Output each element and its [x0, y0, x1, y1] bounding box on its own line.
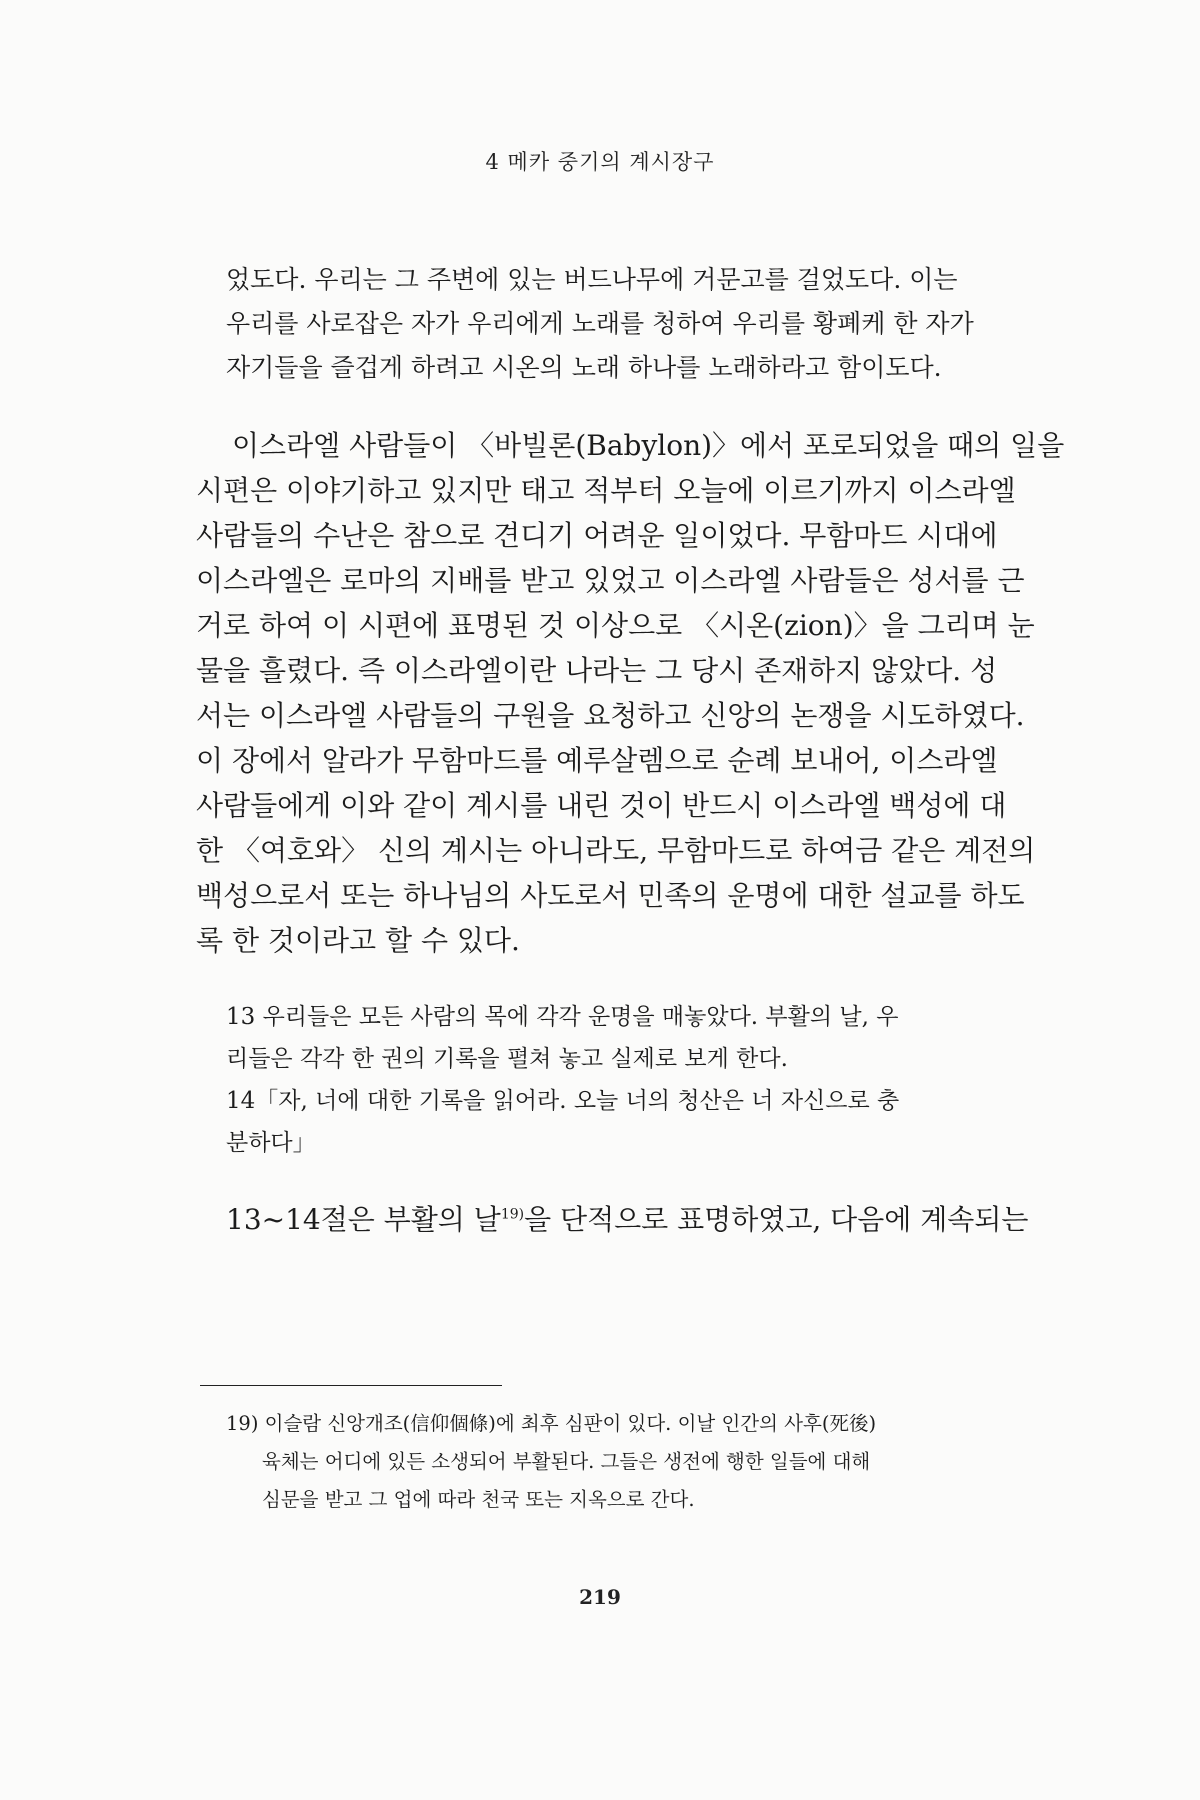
footnote-rule — [200, 1385, 502, 1386]
footnote-line: 육체는 어디에 있든 소생되어 부활된다. 그들은 생전에 행한 일들에 대해 — [262, 1450, 871, 1473]
quote-line: 우리를 사로잡은 자가 우리에게 노래를 청하여 우리를 황폐케 한 자가 — [226, 309, 974, 338]
verse-line: 13 우리들은 모든 사람의 목에 각각 운명을 매놓았다. 부활의 날, 우 — [226, 1004, 899, 1030]
body-line: 시편은 이야기하고 있지만 태고 적부터 오늘에 이르기까지 이스라엘 — [196, 474, 1016, 507]
running-head: 4 메카 중기의 계시장구 — [485, 150, 715, 174]
quote-line: 었도다. 우리는 그 주변에 있는 버드나무에 거문고를 걸었도다. 이는 — [226, 265, 958, 294]
footnote-line: 심문을 받고 그 업에 따라 천국 또는 지옥으로 간다. — [262, 1488, 695, 1511]
closing-line — [226, 1198, 1028, 1238]
body-line: 사람들의 수난은 참으로 견디기 어려운 일이었다. 무함마드 시대에 — [196, 519, 998, 552]
body-line: 물을 흘렸다. 즉 이스라엘이란 나라는 그 당시 존재하지 않았다. 성 — [196, 654, 998, 687]
body-line: 사람들에게 이와 같이 계시를 내린 것이 반드시 이스라엘 백성에 대 — [196, 789, 1007, 822]
body-line: 한 〈여호와〉 신의 계시는 아니라도, 무함마드로 하여금 같은 계전의 — [196, 834, 1036, 867]
quote-line: 자기들을 즐겁게 하려고 시온의 노래 하나를 노래하라고 함이도다. — [226, 353, 942, 382]
verse-line: 14「자, 너에 대한 기록을 읽어라. 오늘 너의 청산은 너 자신으로 충 — [226, 1088, 900, 1114]
body-line: 서는 이스라엘 사람들의 구원을 요청하고 신앙의 논쟁을 시도하였다. — [196, 699, 1025, 732]
verse-line: 리들은 각각 한 권의 기록을 펼쳐 놓고 실제로 보게 한다. — [226, 1046, 788, 1072]
footnote-reference: 19) — [500, 1206, 525, 1223]
footnote-line: 19) 이슬람 신앙개조(信仰個條)에 최후 심판이 있다. 이날 인간의 사후(死後) — [226, 1412, 877, 1435]
closing-text-after: 을 단적으로 표명하였고, 다음에 계속되는 — [524, 1203, 1029, 1236]
body-line: 백성으로서 또는 하나님의 사도로서 민족의 운명에 대한 설교를 하도 — [196, 879, 1025, 912]
body-line: 거로 하여 이 시편에 표명된 것 이상으로 〈시온(zion)〉을 그리며 눈 — [196, 609, 1035, 642]
body-line: 이 장에서 알라가 무함마드를 예루살렘으로 순례 보내어, 이스라엘 — [196, 744, 998, 777]
body-line: 이스라엘 사람들이 〈바빌론(Babylon)〉에서 포로되었을 때의 일을 — [232, 429, 1065, 462]
closing-text-before: 13~14절은 부활의 날 — [226, 1203, 501, 1236]
page-number: 219 — [579, 1585, 621, 1609]
body-line: 이스라엘은 로마의 지배를 받고 있었고 이스라엘 사람들은 성서를 근 — [196, 564, 1025, 597]
body-line: 록 한 것이라고 할 수 있다. — [196, 924, 520, 957]
verse-line: 분하다」 — [226, 1130, 316, 1156]
